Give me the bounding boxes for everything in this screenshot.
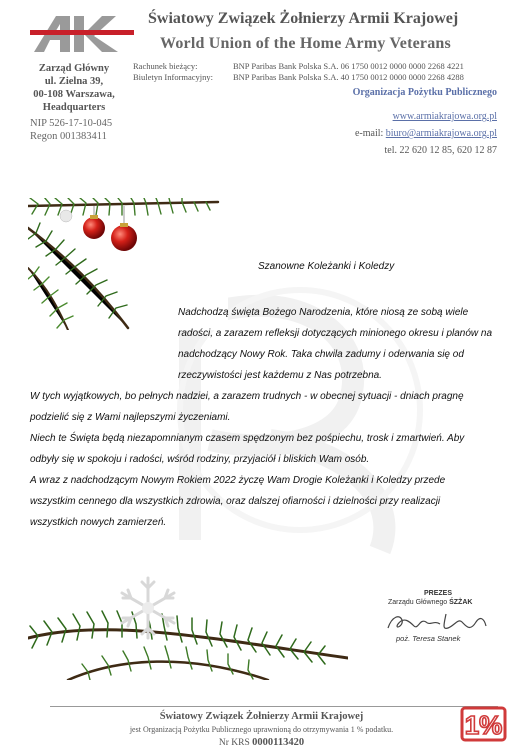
christmas-snowflake-image: [28, 568, 348, 680]
krs-number: 0000113420: [252, 737, 305, 748]
address-line: Headquarters: [42, 102, 106, 113]
bank-value: BNP Paribas Bank Polska S.A. 06 1750 0012 0000 0000 2268 4221: [233, 61, 464, 71]
ak-logo: [30, 12, 134, 56]
regon-number: Regon 001383411: [30, 131, 107, 142]
text-line: Nadchodzą święta Bożego Narodzenia, które niosą ze sobą wiele: [178, 307, 469, 318]
letter-paragraph: [30, 470, 502, 533]
signature-block: [372, 590, 508, 670]
text-line: odbyły się w spokoju i radości, wśród rodziny, przyjaciół i bliskich Wam osób.: [30, 454, 370, 465]
bank-row: [133, 72, 464, 83]
phone-line: tel. 22 620 12 85, 620 12 87: [384, 145, 497, 156]
letter-paragraph: [126, 302, 500, 386]
text-line: nadchodzący Nowy Rok. Taka chwila zadumy i oderwania się od: [178, 349, 464, 360]
text-line: rzeczywistości jest każdemu z Nas potrzebna.: [178, 370, 382, 381]
text-line: Niech te Święta będą niezapomnianym czasem spędzonym bez pośpiechu, trosk i zmartwień. Aby: [30, 433, 465, 444]
text-line: wszystkim cennego dla wszystkich zdrowia, oraz dalszej ofiarności i dzielności przy realizacji: [30, 496, 441, 507]
org-name-en: World Union of the Home Army Veterans: [160, 35, 451, 52]
org-name-pl: Światowy Związek Żołnierzy Armii Krajowej: [148, 10, 459, 27]
signatory-name: poż. Teresa Stanek: [396, 634, 461, 643]
bank-label: Biuletyn Informacyjny:: [133, 72, 214, 82]
address-block: [22, 62, 126, 114]
footer-opp-note: jest Organizacją Pożytku Publicznego uprawnioną do otrzymywania 1 % podatku.: [129, 725, 394, 734]
email-link[interactable]: biuro@armiakrajowa.org.pl: [385, 128, 497, 139]
letter-paragraph: [30, 428, 502, 470]
one-percent-badge: [460, 706, 507, 742]
registration-ids: [30, 117, 112, 143]
text-line: podzielić się z Wami najlepszymi życzeniami.: [30, 412, 231, 423]
text-line: wszystkich nowych zamierzeń.: [30, 517, 167, 528]
address-line: 00-108 Warszawa,: [33, 89, 115, 100]
footer-krs: Nr KRS 0000113420: [218, 737, 305, 748]
address-line: ul. Zielna 39,: [44, 76, 104, 87]
address-line: Zarząd Główny: [38, 63, 110, 74]
footer-divider: [50, 706, 498, 707]
letter-greeting: Szanowne Koleżanki i Koledzy: [258, 261, 395, 272]
website-link[interactable]: www.armiakrajowa.org.pl: [392, 111, 497, 122]
bank-row: [133, 61, 464, 72]
bank-label: Rachunek bieżący:: [133, 61, 198, 71]
bank-value: BNP Paribas Bank Polska S.A. 40 1750 0012 0000 0000 2268 4288: [233, 72, 464, 82]
footer-org-name: Światowy Związek Żołnierzy Armii Krajowej: [159, 711, 364, 722]
nip-number: NIP 526-17-10-045: [30, 118, 113, 129]
text-line: W tych wyjątkowych, bo pełnych nadziei, a zarazem trudnych - w obecnej sytuacji - dniach pragnę: [30, 391, 464, 402]
opp-label: Organizacja Pożytku Publicznego: [352, 87, 497, 98]
email-line: [355, 128, 497, 139]
letter-paragraph: [30, 386, 502, 428]
bank-accounts: [133, 61, 464, 83]
text-line: A wraz z nadchodzącym Nowym Rokiem 2022 życzę Wam Drogie Koleżanki i Koledzy przede: [30, 475, 446, 486]
email-label: e-mail:: [354, 128, 386, 139]
signature-board: Zarządu Głównego ŚZŻAK: [388, 599, 473, 606]
signature-title: PREZES: [424, 590, 453, 597]
text-line: radości, a zarazem refleksji dotyczących minionego okresu i planów na: [178, 328, 493, 339]
badge-text: 1%: [464, 710, 503, 740]
